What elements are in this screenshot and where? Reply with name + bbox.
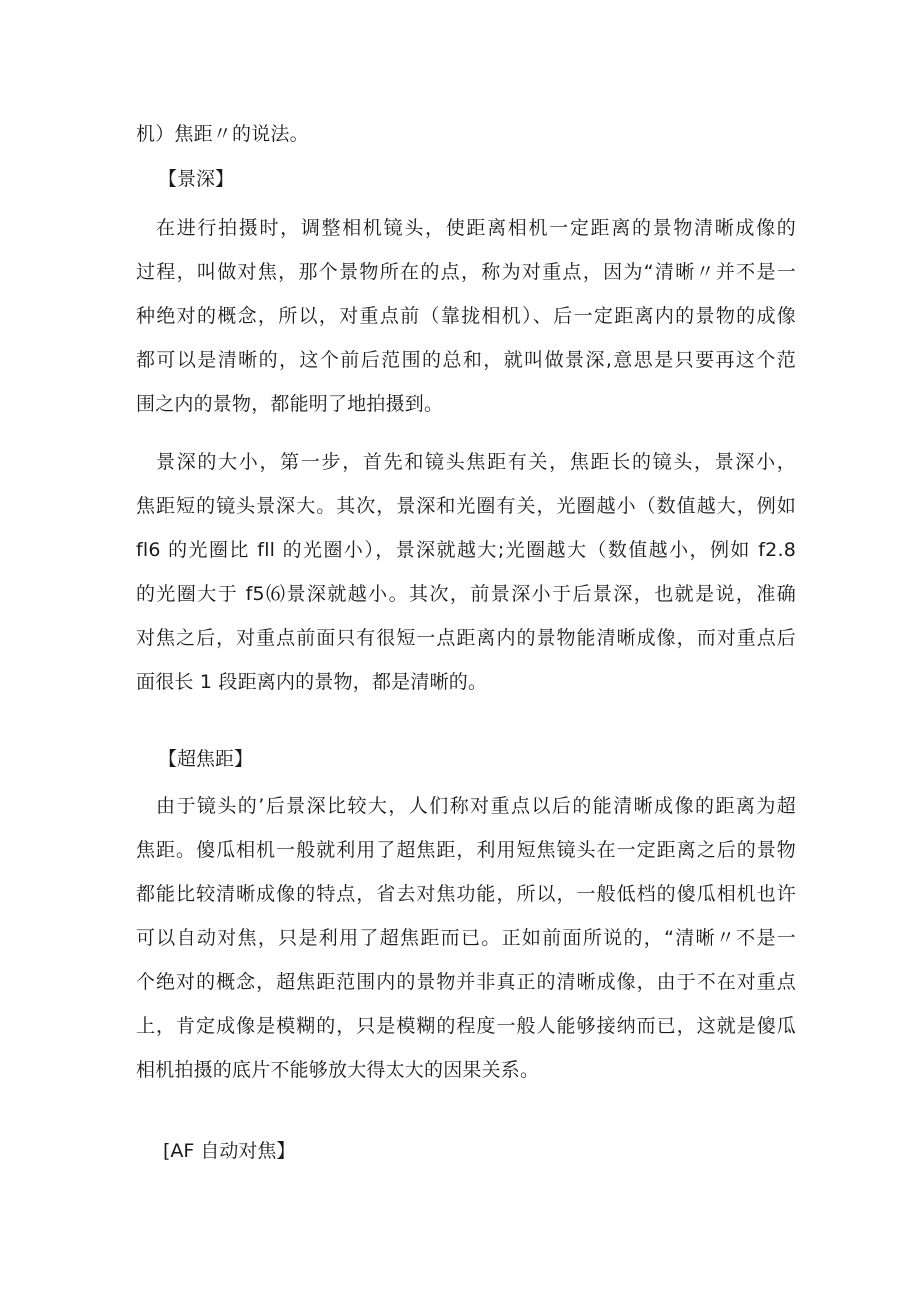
text-line: 焦距短的镜头景深大。其次，景深和光圈有关，光圈越小（数值越大，例如 (136, 495, 796, 517)
section-heading-autofocus: [AF 自动对焦】 (163, 1140, 296, 1162)
intro-paragraph (136, 112, 796, 156)
text-line: 对焦之后，对重点前面只有很短一点距离内的景物能清晰成像，而对重点后 (136, 627, 796, 649)
text-line: 都能比较清晰成像的特点，省去对焦功能，所以，一般低档的傻瓜相机也许 (136, 883, 796, 905)
text-line: 的光圈大于 f5⑹景深就越小。其次，前景深小于后景深，也就是说，准确 (136, 583, 796, 605)
text-line: 都可以是清晰的，这个前后范围的总和，就叫做景深,意思是只要再这个范 (136, 349, 796, 371)
depth-of-field-paragraph-1 (136, 206, 796, 426)
text-line: 在进行拍摄时，调整相机镜头，使距离相机一定距离的景物清晰成像的 (156, 217, 796, 239)
text-line: 景深的大小，第一步，首先和镜头焦距有关，焦距长的镜头，景深小， (156, 451, 796, 473)
section-heading-hyperfocal: 【超焦距】 (158, 748, 254, 770)
text-line: 种绝对的概念，所以，对重点前（靠拢相机）、后一定距离内的景物的成像 (136, 305, 796, 327)
text-line: 可以自动对焦，只是利用了超焦距而已。正如前面所说的，“清晰〃不是一 (136, 927, 796, 949)
text-line: 围之内的景物，都能明了地拍摄到。 (136, 393, 444, 415)
text-line: 相机拍摄的底片不能够放大得太大的因果关系。 (136, 1059, 540, 1081)
text-line: 焦距。傻瓜相机一般就利用了超焦距，利用短焦镜头在一定距离之后的景物 (136, 839, 796, 861)
text-line: fl6 的光圈比 fll 的光圈小），景深就越大;光圈越大（数值越小，例如 f2.8 (136, 539, 796, 561)
text-line: 个绝对的概念，超焦距范围内的景物并非真正的清晰成像，由于不在对重点 (136, 971, 796, 993)
text-line: 由于镜头的’后景深比较大，人们称对重点以后的能清晰成像的距离为超 (156, 795, 796, 817)
text-line: 机）焦距〃的说法。 (136, 123, 309, 145)
section-heading-depth-of-field: 【景深】 (158, 168, 235, 190)
text-line: 面很长 1 段距离内的景物，都是清晰的。 (136, 671, 488, 693)
depth-of-field-paragraph-2 (136, 440, 796, 704)
text-line: 上，肯定成像是模糊的，只是模糊的程度一般人能够接纳而已，这就是傻瓜 (136, 1015, 796, 1037)
text-line: 过程，叫做对焦，那个景物所在的点，称为对重点，因为“清晰〃并不是一 (136, 261, 796, 283)
hyperfocal-paragraph-1 (136, 784, 796, 1092)
